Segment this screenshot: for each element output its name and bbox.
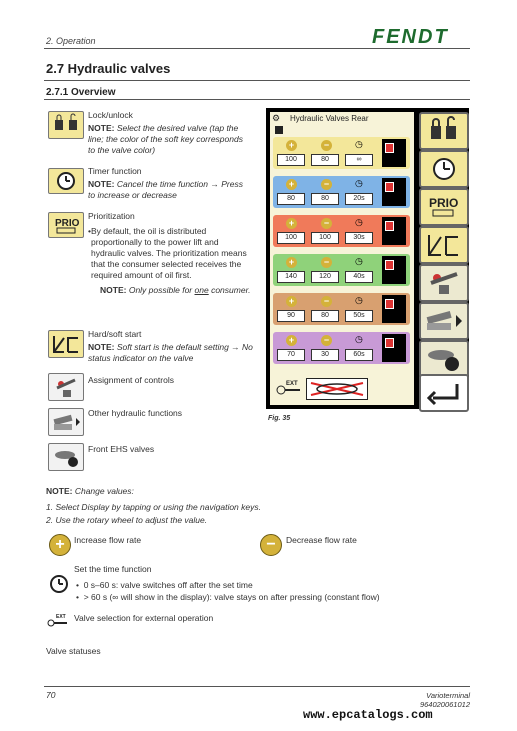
decrease-label: Decrease flow rate [286,535,357,545]
other-hydraulics-title: Other hydraulic functions [88,408,183,418]
valve-row[interactable] [273,215,410,247]
valve-status [382,334,406,362]
step-1: 1. Select Display by tapping or using the navigation keys. [46,502,261,512]
decrease-button[interactable]: − [321,218,332,229]
valve-row[interactable] [273,254,410,286]
lock-status-icon [385,299,394,309]
lock-unlock-desc: Lock/unlock NOTE: Select the desired valve (tap the line; the color of the soft key corresponds to the valve color) [88,110,248,156]
valve-row[interactable] [273,293,410,325]
time-value[interactable]: 40s [345,271,373,283]
flow-down-value[interactable]: 80 [311,154,339,166]
lock-unlock-icon [48,111,84,139]
other-hydraulics-softkey[interactable] [419,302,469,340]
menu-icon [275,126,283,134]
timer-icon [48,168,84,194]
flow-down-value[interactable]: 80 [311,193,339,205]
back-softkey[interactable] [419,374,469,412]
controls-assignment-icon [48,373,84,401]
figure-caption: Fig. 35 [268,415,291,422]
step-2: 2. Use the rotary wheel to adjust the value. [46,515,208,525]
prio-softkey[interactable] [419,188,469,226]
front-ehs-softkey[interactable] [419,340,469,378]
doc-title: Varioterminal [426,691,470,700]
increase-label: Increase flow rate [74,535,142,545]
time-value[interactable]: ∞ [345,154,373,166]
tractor-icon: ⚙ [272,113,281,123]
decrease-button[interactable]: − [321,140,332,151]
fendt-logo [372,26,468,46]
valve-status [382,178,406,206]
screen-title-bar [270,112,414,126]
decrease-button[interactable]: − [321,179,332,190]
valve-status [382,139,406,167]
prio-desc: Prioritization • By default, the oil is distributed proportionally to the power lift and hydraulic valves. The prioritization means that the consumer selected receives the required amount of oil first. NOTE: Only possible for one consumer. [88,211,253,296]
timer-softkey[interactable] [419,150,469,188]
timer-note: Cancel the time function → Press to increase or decrease [88,179,243,200]
ext-valve-status [306,378,368,400]
timer-icon: ◷ [355,334,363,344]
time-value[interactable]: 20s [345,193,373,205]
change-values-note: NOTE: Change values: [46,486,134,496]
section-title: 2.7 Hydraulic valves [46,61,171,76]
prio-bullet: By default, the oil is distributed proportionally to the power lift and hydraulic valves. The prioritization means that the consumer selected receives the required amount of oil first. [90,226,247,280]
footer-rule [44,686,470,687]
controls-softkey[interactable] [419,264,469,302]
timer-icon: ◷ [355,217,363,227]
svg-text:EXT: EXT [286,381,298,387]
timer-legend-title: Set the time function [74,564,152,574]
valve-statuses-label: Valve statuses [46,646,101,656]
ext-icon [47,612,69,628]
valve-status [382,295,406,323]
soft-start-note: Soft start is the default setting → No status indicator on the valve [88,342,253,363]
prio-icon-text: PRIO [55,218,80,229]
header-rule [44,48,470,49]
timer-icon: ◷ [355,295,363,305]
controls-assignment-title: Assignment of controls [88,375,174,385]
svg-text:EXT: EXT [56,614,66,620]
valve-row[interactable] [273,137,410,169]
time-value[interactable]: 60s [345,349,373,361]
front-ehs-icon [48,443,84,471]
decrease-button[interactable]: − [321,257,332,268]
valve-status [382,256,406,284]
other-hydraulics-icon [48,408,84,436]
svg-text:PRIO: PRIO [429,196,459,210]
flow-up-value[interactable]: 90 [277,310,305,322]
doc-code: 964020061012 [419,700,470,709]
lock-status-icon [385,182,394,192]
time-value[interactable]: 30s [345,232,373,244]
increase-button[interactable]: + [286,218,297,229]
timer-icon: ◷ [355,256,363,266]
clock-icon [49,574,69,594]
valve-row[interactable] [273,176,410,208]
timer-bullet-2: • > 60 s (∞ will show in the display): valve stays on after pressing (constant flow) [76,592,380,602]
flow-down-value[interactable]: 80 [311,310,339,322]
decrease-icon: − [260,534,282,556]
timer-desc: Timer function NOTE: Cancel the time function → Press to increase or decrease [88,166,248,201]
increase-button[interactable]: + [286,140,297,151]
brand-text: FENDT [372,26,449,46]
subsection-title: 2.7.1 Overview [46,87,116,98]
timer-icon: ◷ [355,139,363,149]
flow-up-value[interactable]: 100 [277,154,305,166]
flow-up-value[interactable]: 80 [277,193,305,205]
increase-icon: + [49,534,71,556]
ext-label: Valve selection for external operation [74,613,214,623]
timer-bullet-1: • 0 s–60 s: valve switches off after the set time [76,580,253,590]
section-rule [44,80,470,81]
chapter-label: 2. Operation [46,36,96,46]
front-ehs-title: Front EHS valves [88,444,155,454]
subsection-rule [44,99,470,100]
prio-title: Prioritization [88,211,135,221]
flow-down-value[interactable]: 120 [311,271,339,283]
lock-unlock-title: Lock/unlock [88,110,133,120]
valve-row[interactable] [273,332,410,364]
increase-button[interactable]: + [286,179,297,190]
valve-status [382,217,406,245]
increase-button[interactable]: + [286,335,297,346]
flow-up-value[interactable]: 70 [277,349,305,361]
timer-icon: ◷ [355,178,363,188]
increase-button[interactable]: + [286,257,297,268]
lock-softkey[interactable] [419,112,469,150]
flow-up-value[interactable]: 100 [277,232,305,244]
lock-status-icon [385,260,394,270]
flow-up-value[interactable]: 140 [277,271,305,283]
soft-start-title: Hard/soft start [88,329,142,339]
soft-start-desc: Hard/soft start NOTE: Soft start is the default setting → No status indicator on the valve [88,329,258,364]
ext-operation-icon[interactable] [276,376,302,398]
soft-start-softkey[interactable] [419,226,469,264]
decrease-button[interactable]: − [321,335,332,346]
decrease-button[interactable]: − [321,296,332,307]
flow-down-value[interactable]: 100 [311,232,339,244]
lock-status-icon [385,221,394,231]
soft-start-icon [48,330,84,358]
increase-button[interactable]: + [286,296,297,307]
lock-unlock-note: Select the desired valve (tap the line; the color of the soft key corresponds to the valve color) [88,123,243,155]
lock-status-icon [385,143,394,153]
page-number: 70 [46,690,56,700]
flow-down-value[interactable]: 30 [311,349,339,361]
lock-status-icon [385,338,394,348]
watermark: www.epcatalogs.com [303,708,433,722]
screen-title: Hydraulic Valves Rear [290,114,369,123]
time-value[interactable]: 50s [345,310,373,322]
timer-title: Timer function [88,166,142,176]
prio-icon [48,212,84,238]
